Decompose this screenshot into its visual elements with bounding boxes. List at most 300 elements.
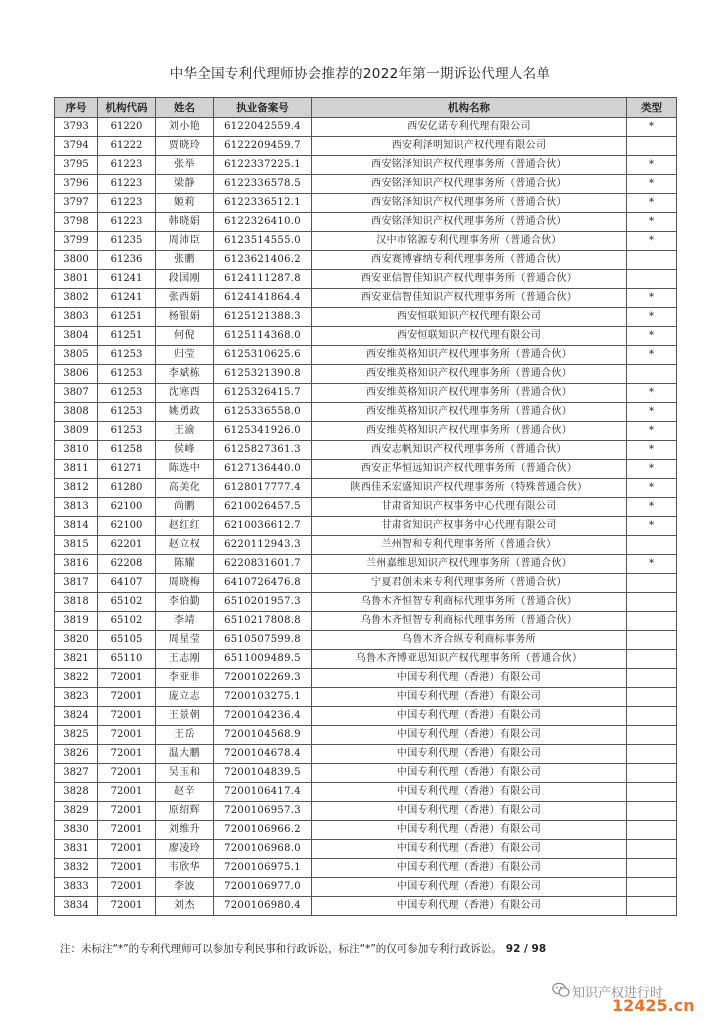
cell-agency: 西安铭泽知识产权代理事务所（普通合伙） bbox=[312, 213, 627, 232]
table-row bbox=[55, 289, 677, 308]
cell-agency: 西安亚信智佳知识产权代理事务所（普通合伙） bbox=[312, 270, 627, 289]
cell-type bbox=[627, 878, 677, 897]
cell-type bbox=[627, 726, 677, 745]
cell-license: 6122336512.1 bbox=[214, 194, 312, 213]
table-row bbox=[55, 555, 677, 574]
cell-name: 杨银娟 bbox=[156, 308, 214, 327]
cell-org-code: 72001 bbox=[98, 726, 156, 745]
table-row bbox=[55, 669, 677, 688]
cell-license: 7200106975.1 bbox=[214, 859, 312, 878]
cell-org-code: 72001 bbox=[98, 688, 156, 707]
cell-type: * bbox=[627, 555, 677, 574]
header-seq: 序号 bbox=[55, 98, 98, 118]
cell-license: 6127136440.0 bbox=[214, 460, 312, 479]
cell-agency: 中国专利代理（香港）有限公司 bbox=[312, 878, 627, 897]
cell-seq: 3815 bbox=[55, 536, 98, 555]
cell-name: 梁静 bbox=[156, 175, 214, 194]
cell-type: * bbox=[627, 384, 677, 403]
cell-type: * bbox=[627, 118, 677, 137]
cell-license: 6510507599.8 bbox=[214, 631, 312, 650]
table-row bbox=[55, 707, 677, 726]
cell-seq: 3829 bbox=[55, 802, 98, 821]
cell-name: 李亚非 bbox=[156, 669, 214, 688]
header-license: 执业备案号 bbox=[214, 98, 312, 118]
cell-seq: 3801 bbox=[55, 270, 98, 289]
cell-seq: 3825 bbox=[55, 726, 98, 745]
cell-license: 6125321390.8 bbox=[214, 365, 312, 384]
cell-agency: 汉中市铭源专利代理事务所（普通合伙） bbox=[312, 232, 627, 251]
cell-agency: 西安维英格知识产权代理事务所（普通合伙） bbox=[312, 403, 627, 422]
cell-org-code: 72001 bbox=[98, 745, 156, 764]
cell-agency: 乌鲁木齐恒智专利商标代理事务所（普通合伙） bbox=[312, 593, 627, 612]
cell-license: 6124111287.8 bbox=[214, 270, 312, 289]
table-row bbox=[55, 251, 677, 270]
cell-license: 6125114368.0 bbox=[214, 327, 312, 346]
cell-seq: 3823 bbox=[55, 688, 98, 707]
cell-seq: 3807 bbox=[55, 384, 98, 403]
cell-agency: 中国专利代理（香港）有限公司 bbox=[312, 859, 627, 878]
cell-seq: 3833 bbox=[55, 878, 98, 897]
cell-type bbox=[627, 802, 677, 821]
cell-agency: 甘肃省知识产权事务中心代理有限公司 bbox=[312, 517, 627, 536]
cell-license: 7200106980.4 bbox=[214, 897, 312, 916]
table-row bbox=[55, 802, 677, 821]
cell-org-code: 72001 bbox=[98, 821, 156, 840]
table-row bbox=[55, 194, 677, 213]
cell-seq: 3826 bbox=[55, 745, 98, 764]
cell-org-code: 61235 bbox=[98, 232, 156, 251]
cell-type bbox=[627, 365, 677, 384]
cell-license: 7200106968.0 bbox=[214, 840, 312, 859]
cell-org-code: 61223 bbox=[98, 213, 156, 232]
cell-type: * bbox=[627, 194, 677, 213]
cell-agency: 中国专利代理（香港）有限公司 bbox=[312, 821, 627, 840]
cell-name: 王岳 bbox=[156, 726, 214, 745]
table-row bbox=[55, 593, 677, 612]
cell-name: 刘维升 bbox=[156, 821, 214, 840]
cell-name: 吴玉和 bbox=[156, 764, 214, 783]
cell-agency: 陕西佳禾宏盛知识产权代理事务所（特殊普通合伙） bbox=[312, 479, 627, 498]
table-row bbox=[55, 498, 677, 517]
cell-org-code: 61253 bbox=[98, 422, 156, 441]
cell-name: 韦欣华 bbox=[156, 859, 214, 878]
table-row bbox=[55, 137, 677, 156]
cell-agency: 乌鲁木齐合纵专利商标事务所 bbox=[312, 631, 627, 650]
cell-license: 6125827361.3 bbox=[214, 441, 312, 460]
cell-license: 6123621406.2 bbox=[214, 251, 312, 270]
table-body bbox=[55, 118, 677, 916]
table-row bbox=[55, 688, 677, 707]
cell-type bbox=[627, 821, 677, 840]
cell-org-code: 72001 bbox=[98, 859, 156, 878]
cell-type: * bbox=[627, 175, 677, 194]
cell-type: * bbox=[627, 156, 677, 175]
cell-license: 6511009489.5 bbox=[214, 650, 312, 669]
cell-seq: 3812 bbox=[55, 479, 98, 498]
cell-type bbox=[627, 859, 677, 878]
cell-agency: 西安亚信智佳知识产权代理事务所（普通合伙） bbox=[312, 289, 627, 308]
cell-name: 高美化 bbox=[156, 479, 214, 498]
cell-agency: 中国专利代理（香港）有限公司 bbox=[312, 840, 627, 859]
cell-type: * bbox=[627, 346, 677, 365]
table-row bbox=[55, 536, 677, 555]
cell-license: 7200102269.3 bbox=[214, 669, 312, 688]
cell-org-code: 61271 bbox=[98, 460, 156, 479]
table-row bbox=[55, 403, 677, 422]
cell-seq: 3828 bbox=[55, 783, 98, 802]
cell-org-code: 72001 bbox=[98, 669, 156, 688]
watermark bbox=[552, 982, 712, 1015]
cell-name: 赵辛 bbox=[156, 783, 214, 802]
cell-name: 王志刚 bbox=[156, 650, 214, 669]
cell-license: 7200104839.5 bbox=[214, 764, 312, 783]
table-row bbox=[55, 270, 677, 289]
cell-seq: 3820 bbox=[55, 631, 98, 650]
cell-name: 陈选中 bbox=[156, 460, 214, 479]
cell-seq: 3832 bbox=[55, 859, 98, 878]
cell-org-code: 72001 bbox=[98, 707, 156, 726]
cell-agency: 西安亿诺专利代理有限公司 bbox=[312, 118, 627, 137]
attorney-table bbox=[54, 97, 677, 916]
cell-org-code: 65110 bbox=[98, 650, 156, 669]
cell-org-code: 61223 bbox=[98, 156, 156, 175]
cell-org-code: 65102 bbox=[98, 593, 156, 612]
header-agency: 机构名称 bbox=[312, 98, 627, 118]
cell-license: 6128017777.4 bbox=[214, 479, 312, 498]
cell-agency: 西安恒联知识产权代理有限公司 bbox=[312, 308, 627, 327]
cell-seq: 3800 bbox=[55, 251, 98, 270]
table-row bbox=[55, 308, 677, 327]
cell-type: * bbox=[627, 479, 677, 498]
cell-org-code: 72001 bbox=[98, 840, 156, 859]
cell-seq: 3834 bbox=[55, 897, 98, 916]
cell-license: 6123514555.0 bbox=[214, 232, 312, 251]
cell-seq: 3814 bbox=[55, 517, 98, 536]
cell-type bbox=[627, 270, 677, 289]
cell-name: 周星莹 bbox=[156, 631, 214, 650]
cell-type: * bbox=[627, 498, 677, 517]
cell-license: 6122209459.7 bbox=[214, 137, 312, 156]
cell-agency: 西安维英格知识产权代理事务所（普通合伙） bbox=[312, 346, 627, 365]
cell-agency: 中国专利代理（香港）有限公司 bbox=[312, 764, 627, 783]
table-row bbox=[55, 821, 677, 840]
cell-agency: 中国专利代理（香港）有限公司 bbox=[312, 802, 627, 821]
cell-license: 6122042559.4 bbox=[214, 118, 312, 137]
cell-org-code: 61253 bbox=[98, 346, 156, 365]
cell-org-code: 61220 bbox=[98, 118, 156, 137]
cell-type: * bbox=[627, 517, 677, 536]
cell-seq: 3816 bbox=[55, 555, 98, 574]
watermark-url: 12425.cn bbox=[612, 996, 695, 1015]
cell-type: * bbox=[627, 232, 677, 251]
cell-name: 周晓梅 bbox=[156, 574, 214, 593]
cell-license: 6510201957.3 bbox=[214, 593, 312, 612]
footnote bbox=[60, 941, 700, 956]
cell-org-code: 61223 bbox=[98, 194, 156, 213]
cell-license: 6125121388.3 bbox=[214, 308, 312, 327]
cell-agency: 中国专利代理（香港）有限公司 bbox=[312, 669, 627, 688]
cell-type: * bbox=[627, 460, 677, 479]
table-row bbox=[55, 840, 677, 859]
cell-type bbox=[627, 650, 677, 669]
cell-org-code: 61253 bbox=[98, 365, 156, 384]
cell-license: 7200103275.1 bbox=[214, 688, 312, 707]
cell-agency: 乌鲁木齐恒智专利商标代理事务所（普通合伙） bbox=[312, 612, 627, 631]
cell-type: * bbox=[627, 327, 677, 346]
cell-seq: 3818 bbox=[55, 593, 98, 612]
cell-name: 归莹 bbox=[156, 346, 214, 365]
table-row bbox=[55, 213, 677, 232]
table-row bbox=[55, 517, 677, 536]
cell-license: 6210036612.7 bbox=[214, 517, 312, 536]
cell-name: 侯峰 bbox=[156, 441, 214, 460]
cell-name: 赵立权 bbox=[156, 536, 214, 555]
page-title: 中华全国专利代理师协会推荐的2022年第一期诉讼代理人名单 bbox=[169, 66, 551, 82]
cell-name: 姚勇政 bbox=[156, 403, 214, 422]
cell-name: 李斌栋 bbox=[156, 365, 214, 384]
cell-seq: 3821 bbox=[55, 650, 98, 669]
footnote-text: 注：未标注“*”的专利代理师可以参加专利民事和行政诉讼，标注“*”的仅可参加专利行政诉讼。 bbox=[60, 943, 502, 955]
cell-name: 廖凌玲 bbox=[156, 840, 214, 859]
cell-type bbox=[627, 536, 677, 555]
table-row bbox=[55, 612, 677, 631]
cell-name: 段国刚 bbox=[156, 270, 214, 289]
cell-type bbox=[627, 764, 677, 783]
cell-type: * bbox=[627, 403, 677, 422]
cell-type bbox=[627, 612, 677, 631]
cell-seq: 3819 bbox=[55, 612, 98, 631]
table-header-row bbox=[55, 98, 677, 118]
cell-org-code: 61251 bbox=[98, 327, 156, 346]
cell-type: * bbox=[627, 422, 677, 441]
cell-license: 6122337225.1 bbox=[214, 156, 312, 175]
cell-type bbox=[627, 574, 677, 593]
cell-license: 7200106957.3 bbox=[214, 802, 312, 821]
cell-agency: 中国专利代理（香港）有限公司 bbox=[312, 897, 627, 916]
table-row bbox=[55, 175, 677, 194]
cell-type bbox=[627, 840, 677, 859]
cell-seq: 3811 bbox=[55, 460, 98, 479]
cell-org-code: 64107 bbox=[98, 574, 156, 593]
cell-license: 6124141864.4 bbox=[214, 289, 312, 308]
watermark-label: 知识产权进行时 bbox=[572, 986, 664, 1001]
cell-type bbox=[627, 137, 677, 156]
cell-license: 6510217808.8 bbox=[214, 612, 312, 631]
cell-seq: 3817 bbox=[55, 574, 98, 593]
table-row bbox=[55, 156, 677, 175]
cell-org-code: 61223 bbox=[98, 175, 156, 194]
cell-license: 6125341926.0 bbox=[214, 422, 312, 441]
cell-agency: 中国专利代理（香港）有限公司 bbox=[312, 688, 627, 707]
cell-agency: 西安维英格知识产权代理事务所（普通合伙） bbox=[312, 365, 627, 384]
cell-org-code: 61236 bbox=[98, 251, 156, 270]
cell-name: 尚鹏 bbox=[156, 498, 214, 517]
cell-license: 6210026457.5 bbox=[214, 498, 312, 517]
cell-name: 刘小艳 bbox=[156, 118, 214, 137]
cell-seq: 3805 bbox=[55, 346, 98, 365]
page-number: 92 / 98 bbox=[505, 943, 547, 955]
cell-name: 王渝 bbox=[156, 422, 214, 441]
cell-seq: 3830 bbox=[55, 821, 98, 840]
cell-seq: 3813 bbox=[55, 498, 98, 517]
table-row bbox=[55, 859, 677, 878]
header-type: 类型 bbox=[627, 98, 677, 118]
table-row bbox=[55, 460, 677, 479]
cell-type: * bbox=[627, 308, 677, 327]
cell-name: 赵红红 bbox=[156, 517, 214, 536]
cell-seq: 3798 bbox=[55, 213, 98, 232]
cell-org-code: 61241 bbox=[98, 289, 156, 308]
cell-name: 张鹏 bbox=[156, 251, 214, 270]
cell-name: 何倪 bbox=[156, 327, 214, 346]
table-row bbox=[55, 650, 677, 669]
table-row bbox=[55, 327, 677, 346]
cell-seq: 3824 bbox=[55, 707, 98, 726]
cell-org-code: 62100 bbox=[98, 498, 156, 517]
cell-seq: 3810 bbox=[55, 441, 98, 460]
table-row bbox=[55, 726, 677, 745]
header-name: 姓名 bbox=[156, 98, 214, 118]
cell-agency: 西安恒联知识产权代理有限公司 bbox=[312, 327, 627, 346]
cell-license: 7200104236.4 bbox=[214, 707, 312, 726]
cell-type bbox=[627, 631, 677, 650]
cell-org-code: 61280 bbox=[98, 479, 156, 498]
cell-org-code: 61251 bbox=[98, 308, 156, 327]
cell-agency: 西安维英格知识产权代理事务所（普通合伙） bbox=[312, 384, 627, 403]
cell-license: 7200104678.4 bbox=[214, 745, 312, 764]
cell-license: 6410726476.8 bbox=[214, 574, 312, 593]
cell-agency: 中国专利代理（香港）有限公司 bbox=[312, 745, 627, 764]
cell-seq: 3806 bbox=[55, 365, 98, 384]
cell-license: 7200106966.2 bbox=[214, 821, 312, 840]
cell-seq: 3794 bbox=[55, 137, 98, 156]
table-row bbox=[55, 384, 677, 403]
cell-org-code: 65105 bbox=[98, 631, 156, 650]
cell-license: 7200106417.4 bbox=[214, 783, 312, 802]
cell-seq: 3803 bbox=[55, 308, 98, 327]
table-row bbox=[55, 422, 677, 441]
cell-agency: 西安志帆知识产权代理事务所（普通合伙） bbox=[312, 441, 627, 460]
cell-license: 7200104568.9 bbox=[214, 726, 312, 745]
cell-name: 韩晓娟 bbox=[156, 213, 214, 232]
cell-license: 6122326410.0 bbox=[214, 213, 312, 232]
cell-org-code: 72001 bbox=[98, 783, 156, 802]
cell-agency: 中国专利代理（香港）有限公司 bbox=[312, 707, 627, 726]
table-row bbox=[55, 118, 677, 137]
cell-agency: 西安铭泽知识产权代理事务所（普通合伙） bbox=[312, 194, 627, 213]
header-org-code: 机构代码 bbox=[98, 98, 156, 118]
table-row bbox=[55, 631, 677, 650]
table-row bbox=[55, 365, 677, 384]
cell-seq: 3831 bbox=[55, 840, 98, 859]
cell-org-code: 61222 bbox=[98, 137, 156, 156]
table-row bbox=[55, 441, 677, 460]
cell-org-code: 72001 bbox=[98, 802, 156, 821]
cell-org-code: 72001 bbox=[98, 897, 156, 916]
cell-org-code: 72001 bbox=[98, 764, 156, 783]
cell-seq: 3802 bbox=[55, 289, 98, 308]
cell-type bbox=[627, 783, 677, 802]
cell-org-code: 61253 bbox=[98, 403, 156, 422]
cell-agency: 兰州智和专利代理事务所（普通合伙） bbox=[312, 536, 627, 555]
cell-name: 陈耀 bbox=[156, 555, 214, 574]
cell-agency: 甘肃省知识产权事务中心代理有限公司 bbox=[312, 498, 627, 517]
cell-type bbox=[627, 593, 677, 612]
cell-type bbox=[627, 897, 677, 916]
cell-type bbox=[627, 707, 677, 726]
cell-license: 6122336578.5 bbox=[214, 175, 312, 194]
cell-license: 7200106977.0 bbox=[214, 878, 312, 897]
cell-agency: 兰州嘉维思知识产权代理事务所（普通合伙） bbox=[312, 555, 627, 574]
cell-type bbox=[627, 669, 677, 688]
cell-agency: 中国专利代理（香港）有限公司 bbox=[312, 783, 627, 802]
cell-seq: 3804 bbox=[55, 327, 98, 346]
cell-name: 李伯勤 bbox=[156, 593, 214, 612]
cell-seq: 3797 bbox=[55, 194, 98, 213]
cell-org-code: 61253 bbox=[98, 384, 156, 403]
cell-seq: 3796 bbox=[55, 175, 98, 194]
cell-agency: 乌鲁木齐博亚思知识产权代理事务所（普通合伙） bbox=[312, 650, 627, 669]
cell-name: 贾晓玲 bbox=[156, 137, 214, 156]
cell-agency: 西安利泽明知识产权代理有限公司 bbox=[312, 137, 627, 156]
cell-org-code: 61241 bbox=[98, 270, 156, 289]
cell-org-code: 62208 bbox=[98, 555, 156, 574]
cell-name: 周沛臣 bbox=[156, 232, 214, 251]
cell-agency: 中国专利代理（香港）有限公司 bbox=[312, 726, 627, 745]
table-row bbox=[55, 479, 677, 498]
table-row bbox=[55, 897, 677, 916]
cell-org-code: 62201 bbox=[98, 536, 156, 555]
wechat-icon bbox=[552, 982, 570, 998]
cell-name: 温大鹏 bbox=[156, 745, 214, 764]
table-row bbox=[55, 232, 677, 251]
cell-type bbox=[627, 745, 677, 764]
cell-name: 原绍辉 bbox=[156, 802, 214, 821]
cell-seq: 3793 bbox=[55, 118, 98, 137]
cell-type bbox=[627, 688, 677, 707]
cell-seq: 3809 bbox=[55, 422, 98, 441]
table-row bbox=[55, 764, 677, 783]
cell-agency: 西安铭泽知识产权代理事务所（普通合伙） bbox=[312, 156, 627, 175]
cell-agency: 宁夏君创未来专利代理事务所（普通合伙） bbox=[312, 574, 627, 593]
cell-name: 李靖 bbox=[156, 612, 214, 631]
cell-type: * bbox=[627, 441, 677, 460]
cell-org-code: 61258 bbox=[98, 441, 156, 460]
cell-agency: 西安正华恒远知识产权代理事务所（普通合伙） bbox=[312, 460, 627, 479]
cell-license: 6125326415.7 bbox=[214, 384, 312, 403]
cell-name: 张举 bbox=[156, 156, 214, 175]
cell-org-code: 72001 bbox=[98, 878, 156, 897]
table-row bbox=[55, 783, 677, 802]
cell-name: 沈寒酉 bbox=[156, 384, 214, 403]
cell-name: 张西娟 bbox=[156, 289, 214, 308]
cell-agency: 西安维英格知识产权代理事务所（普通合伙） bbox=[312, 422, 627, 441]
cell-license: 6125336558.0 bbox=[214, 403, 312, 422]
cell-license: 6220831601.7 bbox=[214, 555, 312, 574]
table-row bbox=[55, 346, 677, 365]
table-row bbox=[55, 745, 677, 764]
cell-type: * bbox=[627, 289, 677, 308]
cell-org-code: 65102 bbox=[98, 612, 156, 631]
table-row bbox=[55, 574, 677, 593]
cell-seq: 3795 bbox=[55, 156, 98, 175]
cell-seq: 3799 bbox=[55, 232, 98, 251]
cell-agency: 西安赛博睿纳专利代理事务所（普通合伙） bbox=[312, 251, 627, 270]
cell-name: 王景朝 bbox=[156, 707, 214, 726]
table-row bbox=[55, 878, 677, 897]
cell-type bbox=[627, 251, 677, 270]
cell-seq: 3808 bbox=[55, 403, 98, 422]
